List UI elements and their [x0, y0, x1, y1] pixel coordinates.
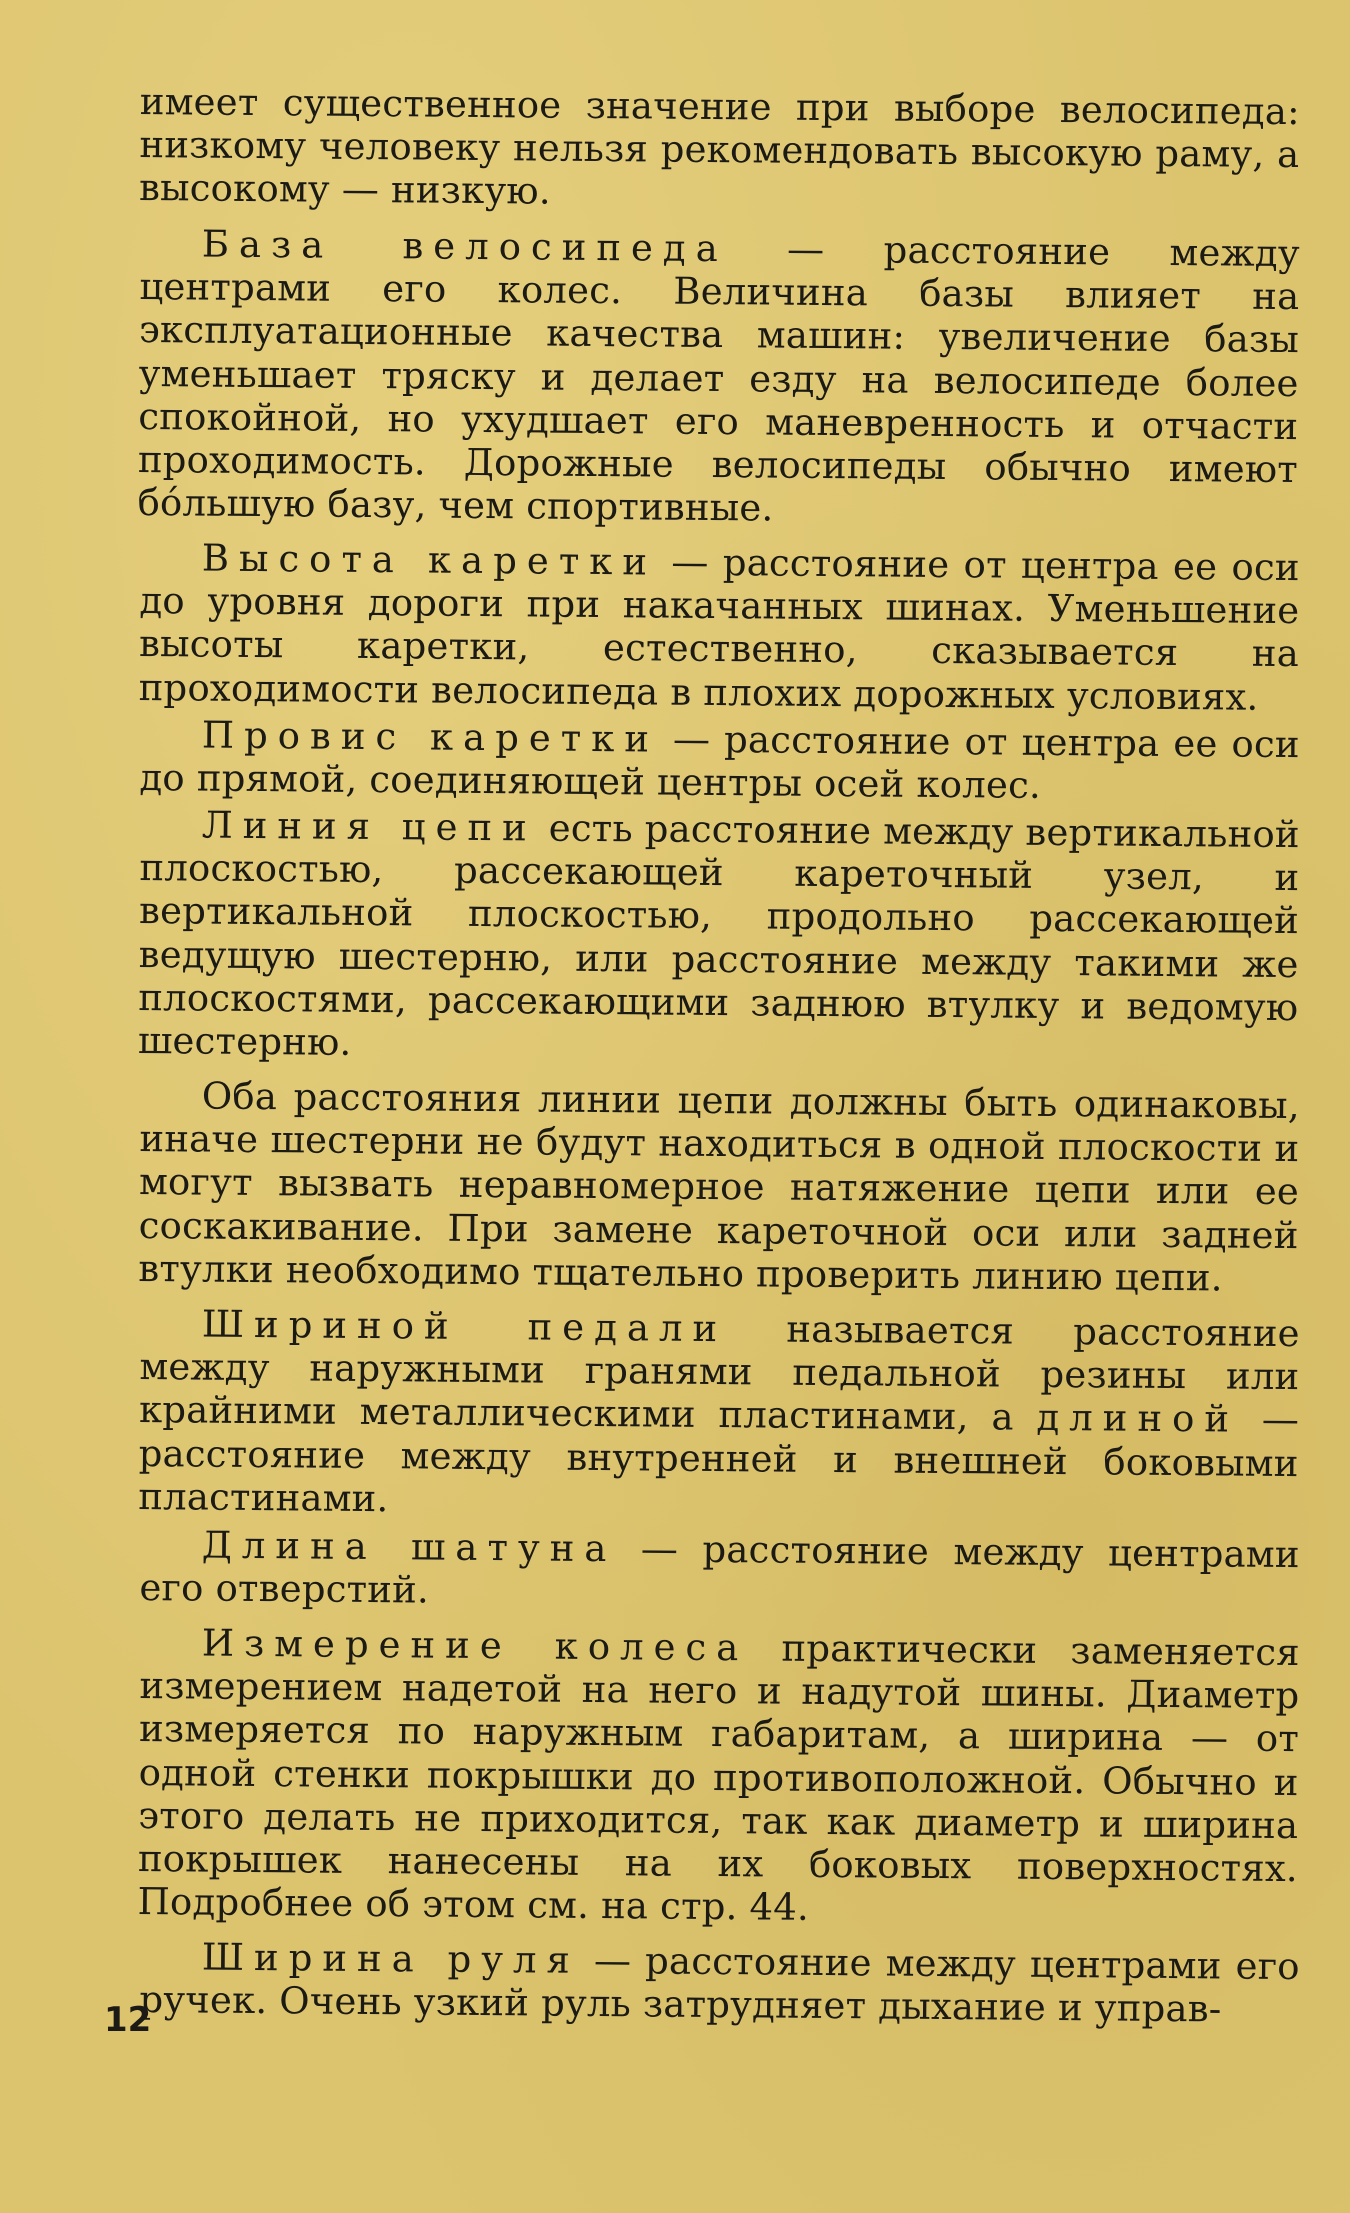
term-handlebar-width: Ширина руля [201, 1935, 581, 1983]
paragraph-chain-line-notes [138, 1074, 1300, 1300]
term-crank-length: Длина шатуна [201, 1523, 617, 1570]
term-pedal-length: длиной [1036, 1396, 1240, 1442]
paragraph-text: — расстояние между центрами его колес. Величина базы влияет на эксплуатационные качества машин: увеличение базы уменьшает тряску и делает езду на велосипеде более спокойной, но ухудшает его маневренность и отчасти проходимость. Дорожные велосипеды обычно имеют бо́льшую базу, чем спортивные. [137, 226, 1300, 530]
page-number: 12 [104, 2000, 152, 2040]
paragraph-text: — расстояние между внутренней и внешней боковыми пластинами. [138, 1398, 1300, 1521]
term-bottom-bracket-drop: Провис каретки [201, 713, 660, 761]
term-pedal-width: Шириной педали [201, 1303, 728, 1351]
paragraph-pedal-width [138, 1302, 1300, 1528]
paragraph-text: — расстояние от центра ее оси до прямой, соединяющей центры осей колес. [139, 717, 1300, 807]
paragraph-text: Оба расстояния линии цепи должны быть одинаковы, иначе шестерни не будут находиться в одной плоскости и могут вызвать неравномерное натяжение цепи или ее соскакивание. При замене кареточной оси или задней втулки необходимо тщательно проверить линию цепи. [138, 1075, 1300, 1300]
paragraph-bottom-bracket-drop [139, 713, 1300, 810]
paragraph-text: есть расстояние между вертикальной плоскостью, рассекающей кареточный узел, и вертикальной плоскостью, продольно рассекающей ведущую шестерню, или расстояние между такими же плоскостями, рассекающими заднюю втулку и ведомую шестерню. [137, 806, 1300, 1065]
paragraph-wheelbase [137, 222, 1300, 535]
text-column [137, 80, 1300, 2031]
paragraph-text: имеет существенное значение при выборе велосипеда: низкому человеку нельзя рекомендовать высокую раму, а высокому — низкую. [138, 80, 1300, 213]
paragraph-text: практически заменяется измерением надетой на него и надутой шины. Диаметр измеряется по наружным габаритам, а ширина — от одной стенки покрышки до противоположной. Обычно и этого делать не приходится, так как диаметр и ширина покрышек нанесены на их боковых поверхностях. Подробнее об этом см. на стр. 44. [137, 1626, 1300, 1929]
term-bottom-bracket-height: Высота каретки [201, 536, 658, 584]
term-wheelbase: База велосипеда [201, 222, 728, 270]
paragraph-handlebar-width [139, 1935, 1300, 2032]
paragraph-frame-height-continuation [139, 80, 1300, 220]
paragraph-text: — расстояние от центра ее оси до уровня дороги при накачанных шинах. Уменьшение высоты каретки, естественно, сказывается на проходимости велосипеда в плохих дорожных условиях. [138, 540, 1300, 719]
paragraph-crank-length [139, 1523, 1300, 1620]
term-wheel-measurement: Измерение колеса [201, 1621, 749, 1670]
paragraph-text: — расстояние между центрами его отверстий. [139, 1526, 1300, 1612]
paragraph-text: — расстояние между центрами его ручек. Очень узкий руль затрудняет дыхание и управ- [139, 1939, 1300, 2031]
paragraph-wheel-measurement [137, 1621, 1300, 1934]
term-chain-line: Линия цепи [201, 803, 537, 850]
paragraph-bottom-bracket-height [138, 536, 1299, 719]
paragraph-text: называется расстояние между наружными гранями педальной резины или крайними металлическими пластинами, а [138, 1307, 1300, 1440]
paragraph-chain-line [138, 803, 1300, 1072]
